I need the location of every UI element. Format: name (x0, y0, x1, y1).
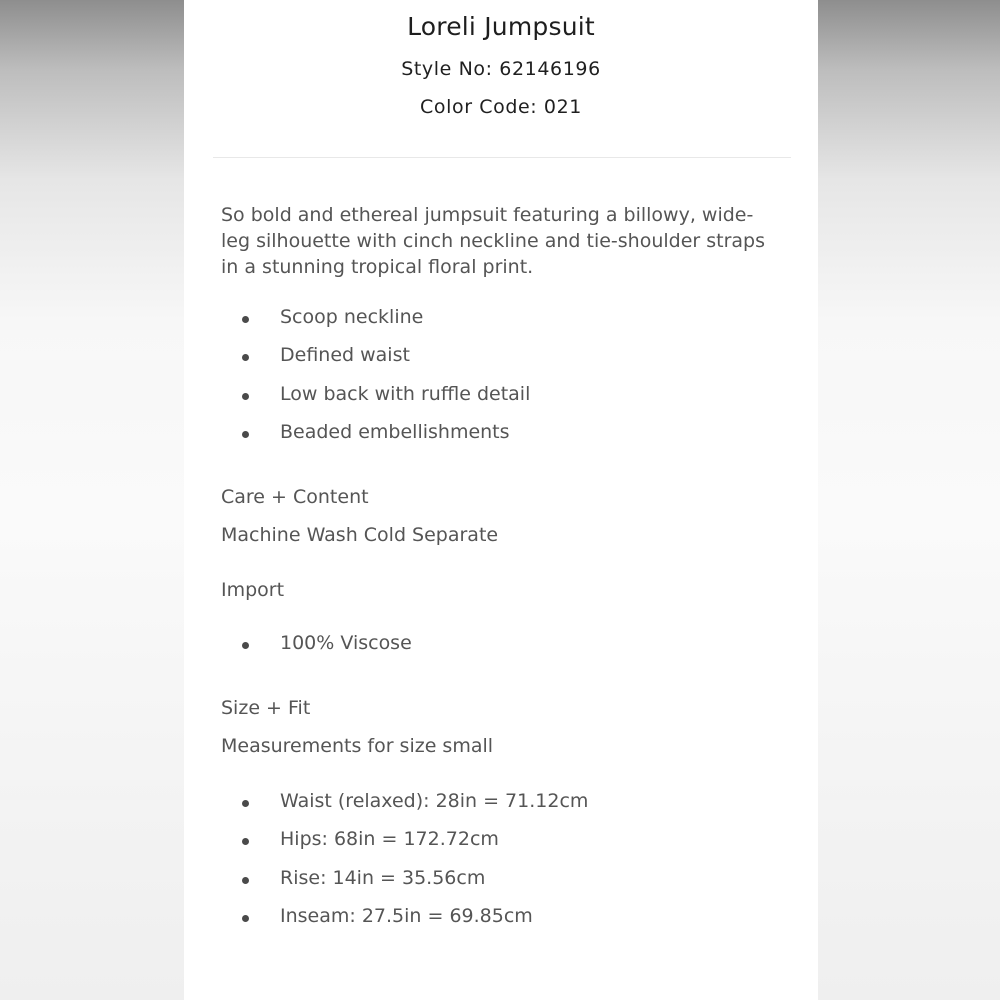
list-item (184, 383, 818, 411)
list-item (184, 905, 818, 933)
bullet-icon (242, 838, 249, 845)
measurement-text: Rise: 14in = 35.56cm (280, 867, 486, 889)
feature-text: Low back with ruffle detail (280, 383, 531, 405)
measurement-text: Waist (relaxed): 28in = 71.12cm (280, 790, 589, 812)
bullet-icon (242, 431, 249, 438)
product-description: So bold and ethereal jumpsuit featuring a billowy, wide-leg silhouette with cinch neckline and tie-shoulder straps in a stunning tropical floral print. (221, 204, 766, 278)
header-divider (213, 157, 791, 158)
bullet-icon (242, 354, 249, 361)
bullet-icon (242, 877, 249, 884)
list-item (184, 828, 818, 856)
care-wash: Machine Wash Cold Separate (221, 524, 499, 546)
list-item (184, 421, 818, 449)
list-item (184, 790, 818, 818)
bullet-icon (242, 316, 249, 323)
product-details-panel (184, 0, 818, 1000)
list-item (184, 867, 818, 895)
list-item (184, 632, 818, 660)
left-background (0, 0, 184, 1000)
care-heading: Care + Content (221, 486, 369, 508)
care-origin: Import (221, 579, 285, 601)
color-code: Color Code: 021 (420, 96, 582, 118)
feature-text: Scoop neckline (280, 306, 424, 328)
bullet-icon (242, 915, 249, 922)
measurement-text: Inseam: 27.5in = 69.85cm (280, 905, 533, 927)
right-background (818, 0, 1000, 1000)
bullet-icon (242, 642, 249, 649)
size-fit-intro: Measurements for size small (221, 735, 494, 757)
feature-text: Beaded embellishments (280, 421, 510, 443)
measurement-text: Hips: 68in = 172.72cm (280, 828, 499, 850)
style-number: Style No: 62146196 (401, 58, 601, 80)
bullet-icon (242, 393, 249, 400)
product-title: Loreli Jumpsuit (407, 12, 595, 41)
list-item (184, 306, 818, 334)
material-text: 100% Viscose (280, 632, 412, 654)
size-fit-heading: Size + Fit (221, 697, 311, 719)
bullet-icon (242, 800, 249, 807)
feature-text: Defined waist (280, 344, 410, 366)
list-item (184, 344, 818, 372)
